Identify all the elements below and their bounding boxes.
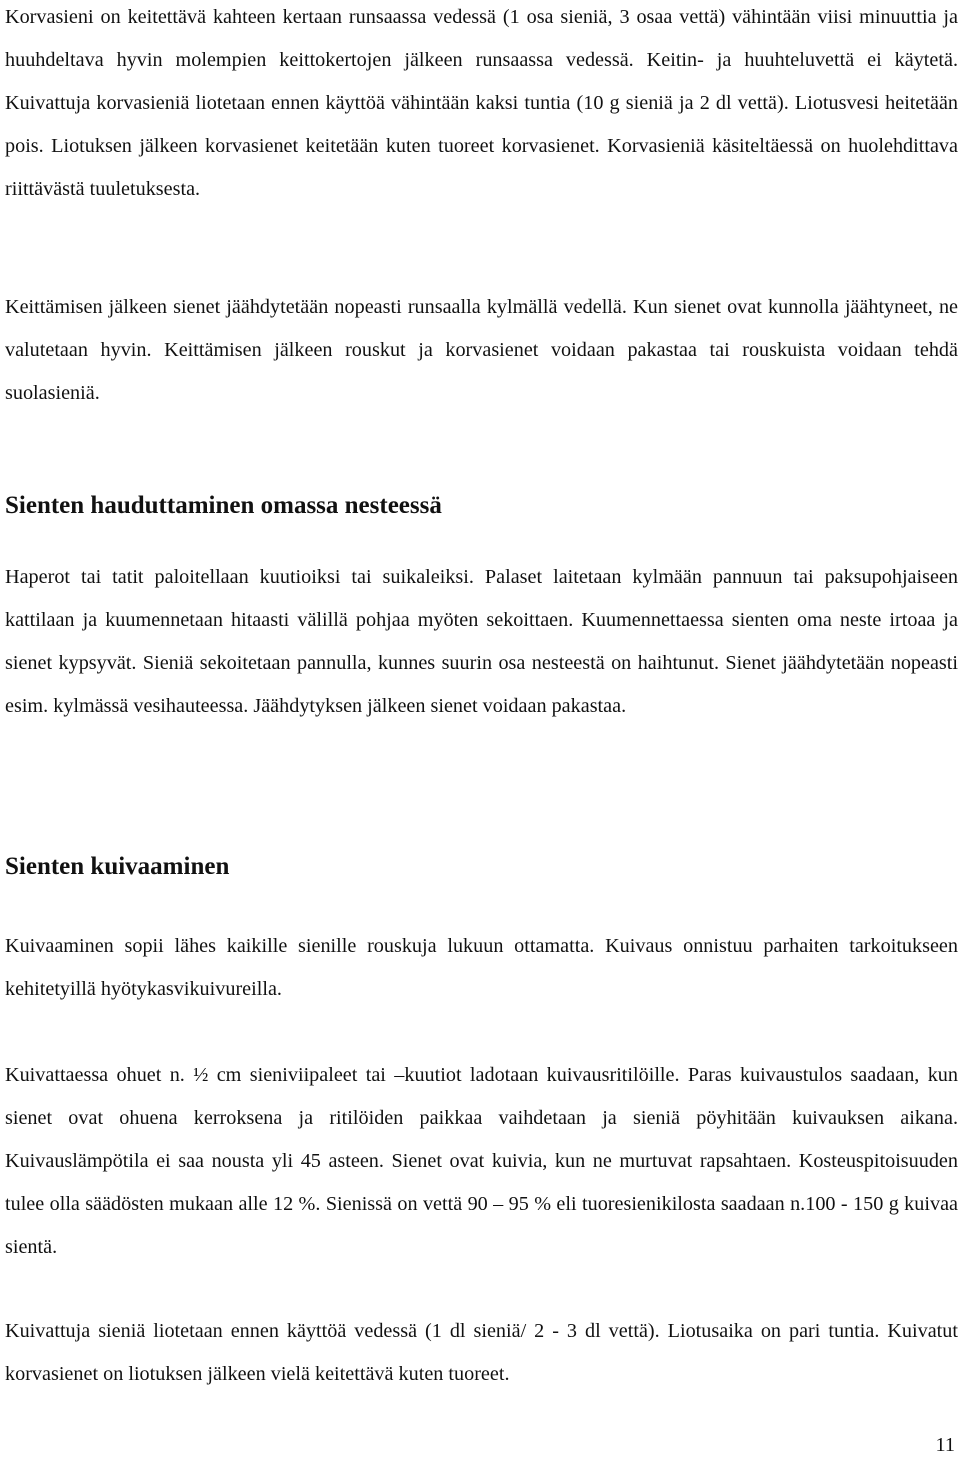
heading-drying: Sienten kuivaaminen <box>5 853 230 880</box>
paragraph-stewing: Haperot tai tatit paloitellaan kuutioiksi tai suikaleiksi. Palaset laitetaan kylmään pannuun tai paksupohjaiseen kattilaan ja kuumennetaan hitaasti välillä pohjaa myöten sekoittaen. Kuumennettaessa sienten oma neste irtoaa ja sienet kypsyvät. Sieniä sekoitetaan pannulla, kunnes suurin osa nesteestä on haihtunut. Sienet jäähdytetään nopeasti esim. kylmässä vesihauteessa. Jäähdytyksen jälkeen sienet voidaan pakastaa. <box>5 566 958 717</box>
paragraph-drying-intro: Kuivaaminen sopii lähes kaikille sienille rouskuja lukuun ottamatta. Kuivaus onnistuu parhaiten tarkoitukseen kehitetyillä hyötykasvikuivureilla. <box>5 935 958 1000</box>
paragraph-cooling: Keittämisen jälkeen sienet jäähdytetään nopeasti runsaalla kylmällä vedellä. Kun sienet ovat kunnolla jäähtyneet, ne valutetaan hyvin. Keittämisen jälkeen rouskut ja korvasienet voidaan pakastaa tai rouskuista voidaan tehdä suolasieniä. <box>5 296 958 404</box>
paragraph-korvasieni-boiling: Korvasieni on keitettävä kahteen kertaan runsaassa vedessä (1 osa sieniä, 3 osaa vettä) vähintään viisi minuuttia ja huuhdeltava hyvin molempien keittokertojen jälkeen runsaassa vedessä. Keitin- ja huuhteluvettä ei käytetä. Kuivattuja korvasieniä liotetaan ennen käyttöä vähintään kaksi tuntia (10 g sieniä ja 2 dl vettä). Liotusvesi heitetään pois. Liotuksen jälkeen korvasienet keitetään kuten tuoreet korvasienet. Korvasieniä käsiteltäessä on huolehdittava riittävästä tuuletuksesta. <box>5 6 958 200</box>
paragraph-soaking: Kuivattuja sieniä liotetaan ennen käyttöä vedessä (1 dl sieniä/ 2 - 3 dl vettä). Liotusaika on pari tuntia. Kuivatut korvasienet on liotuksen jälkeen vielä keitettävä kuten tuoreet. <box>5 1320 958 1385</box>
heading-stewing: Sienten hauduttaminen omassa nesteessä <box>5 492 442 519</box>
page-number: 11 <box>935 1434 955 1456</box>
paragraph-drying-method: Kuivattaessa ohuet n. ½ cm sieniviipaleet tai –kuutiot ladotaan kuivausritilöille. Paras kuivaustulos saadaan, kun sienet ovat ohuena kerroksena ja ritilöiden paikkaa vaihdetaan ja sieniä pöyhitään kuivauksen aikana. Kuivauslämpötila ei saa nousta yli 45 asteen. Sienet ovat kuivia, kun ne murtuvat rapsahtaen. Kosteuspitoisuuden tulee olla säädösten mukaan alle 12 %. Sienissä on vettä 90 – 95 % eli tuoresienikilosta saadaan n.100 - 150 g kuivaa sientä. <box>5 1064 958 1258</box>
